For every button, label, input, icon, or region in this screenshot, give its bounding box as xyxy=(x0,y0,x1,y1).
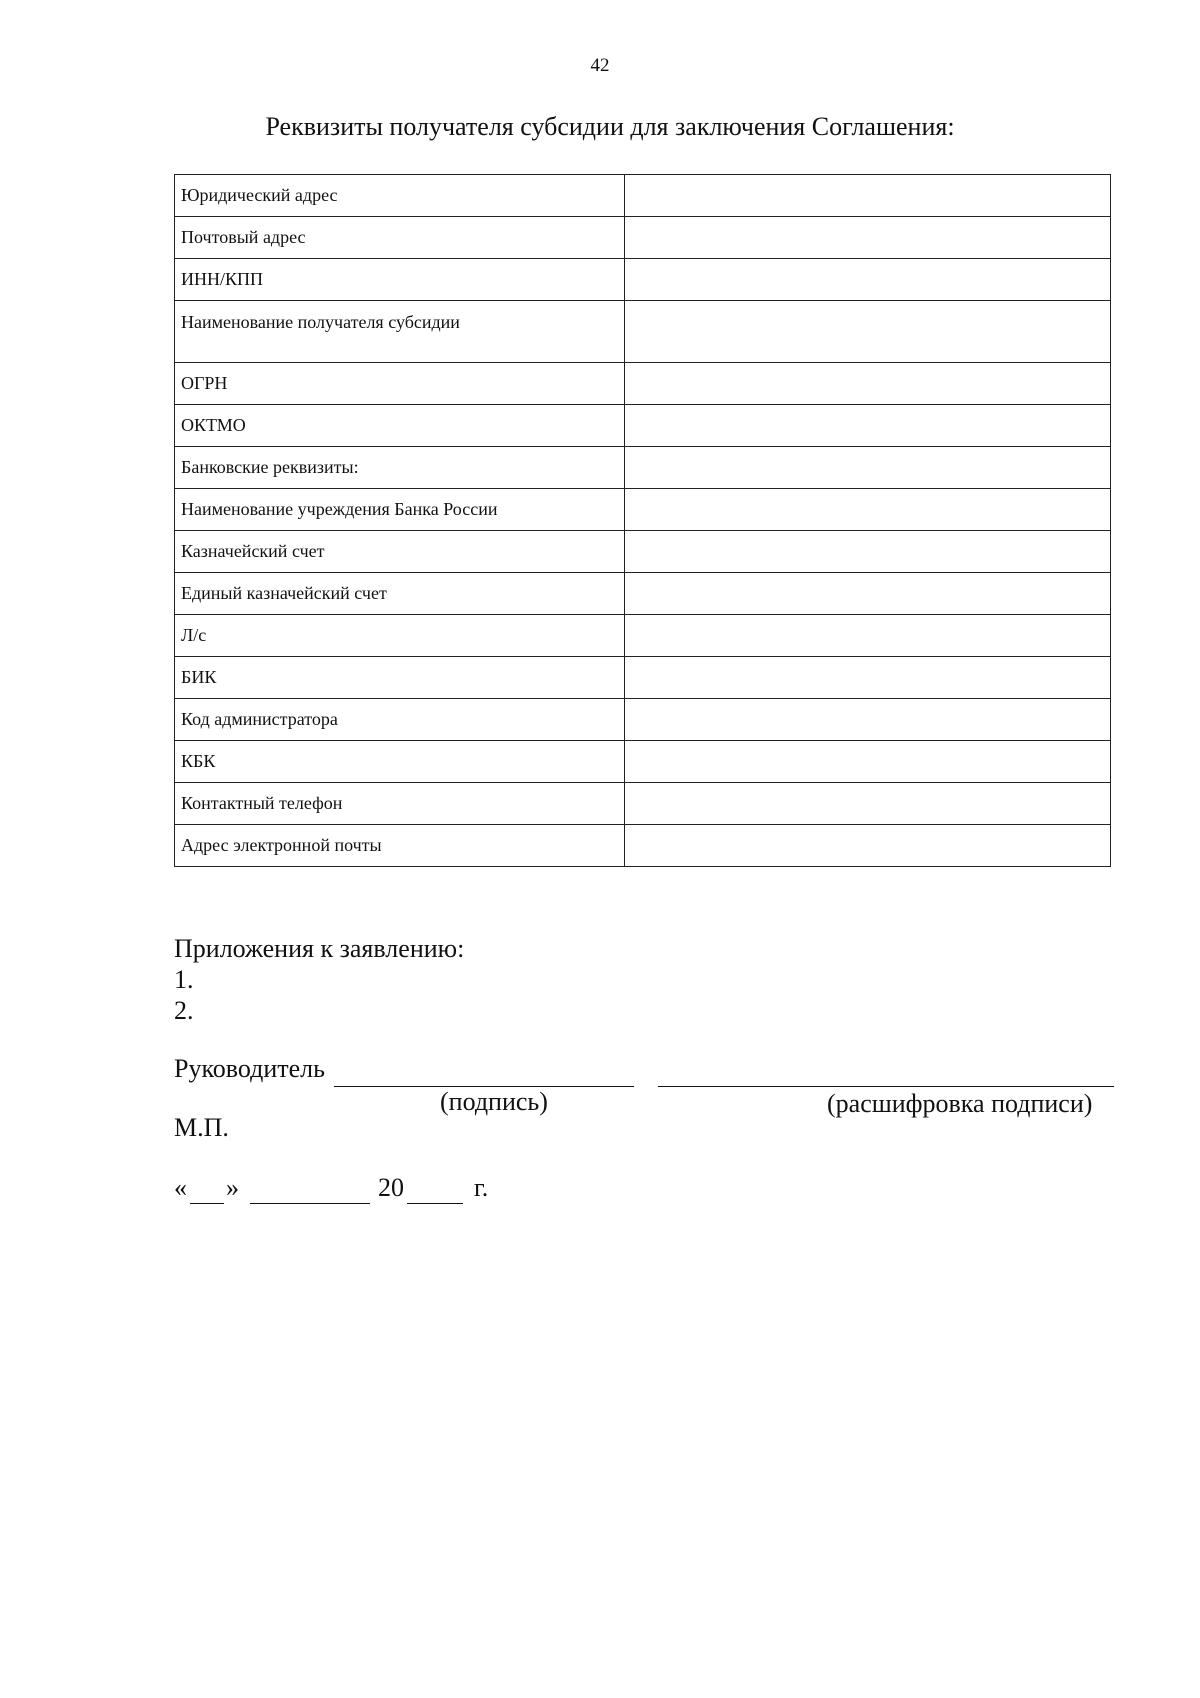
row-value[interactable] xyxy=(625,531,1111,573)
table-row xyxy=(175,301,1111,363)
row-label: Казначейский счет xyxy=(175,531,625,573)
table-row xyxy=(175,825,1111,867)
table-row xyxy=(175,217,1111,259)
date-year-line[interactable] xyxy=(407,1203,463,1204)
page-number: 42 xyxy=(590,55,610,76)
row-value[interactable] xyxy=(625,741,1111,783)
table-row xyxy=(175,615,1111,657)
row-value[interactable] xyxy=(625,217,1111,259)
row-label: Наименование учреждения Банка России xyxy=(175,489,625,531)
row-value[interactable] xyxy=(625,447,1111,489)
row-value[interactable] xyxy=(625,699,1111,741)
row-value[interactable] xyxy=(625,405,1111,447)
table-row xyxy=(175,699,1111,741)
date-year-suffix: г. xyxy=(474,1173,489,1202)
row-label: Единый казначейский счет xyxy=(175,573,625,615)
row-value[interactable] xyxy=(625,489,1111,531)
document-title: Реквизиты получателя субсидии для заключения Соглашения: xyxy=(265,112,955,141)
table-row xyxy=(175,741,1111,783)
row-value[interactable] xyxy=(625,657,1111,699)
row-label: ОГРН xyxy=(175,363,625,405)
attachment-item: 2. xyxy=(174,996,194,1025)
table-row xyxy=(175,175,1111,217)
row-value[interactable] xyxy=(625,825,1111,867)
date-open-quote: « xyxy=(174,1173,187,1202)
row-value[interactable] xyxy=(625,259,1111,301)
row-value[interactable] xyxy=(625,573,1111,615)
date-line xyxy=(174,1173,574,1209)
table-row xyxy=(175,489,1111,531)
row-label: ОКТМО xyxy=(175,405,625,447)
table-row xyxy=(175,363,1111,405)
signature-decode-hint: (расшифровка подписи) xyxy=(827,1089,1093,1118)
table-row xyxy=(175,783,1111,825)
attachment-item: 1. xyxy=(174,965,194,994)
row-label: Банковские реквизиты: xyxy=(175,447,625,489)
row-label: Л/с xyxy=(175,615,625,657)
row-value[interactable] xyxy=(625,175,1111,217)
date-year-prefix: 20 xyxy=(378,1173,404,1202)
signature-row xyxy=(174,1052,1114,1092)
row-label: КБК xyxy=(175,741,625,783)
stamp-placeholder: М.П. xyxy=(174,1113,229,1142)
row-label: Почтовый адрес xyxy=(175,217,625,259)
table-row xyxy=(175,259,1111,301)
row-label: Код администратора xyxy=(175,699,625,741)
signature-decode-line[interactable] xyxy=(658,1086,1114,1087)
row-value[interactable] xyxy=(625,783,1111,825)
date-day-line[interactable] xyxy=(190,1203,224,1204)
date-close-quote: » xyxy=(226,1173,239,1202)
signature-hint: (подпись) xyxy=(440,1087,548,1116)
table-row xyxy=(175,531,1111,573)
table-row xyxy=(175,405,1111,447)
row-label: Адрес электронной почты xyxy=(175,825,625,867)
table-row xyxy=(175,657,1111,699)
requisites-table xyxy=(174,174,1111,867)
attachments-section xyxy=(174,933,464,1026)
attachments-heading: Приложения к заявлению: xyxy=(174,934,465,963)
row-label: ИНН/КПП xyxy=(175,259,625,301)
row-value[interactable] xyxy=(625,301,1111,363)
row-value[interactable] xyxy=(625,615,1111,657)
date-month-line[interactable] xyxy=(250,1203,370,1204)
table-row xyxy=(175,573,1111,615)
row-label: Контактный телефон xyxy=(175,783,625,825)
table-row xyxy=(175,447,1111,489)
row-label: Наименование получателя субсидии xyxy=(175,301,625,363)
signature-label: Руководитель xyxy=(174,1054,325,1083)
row-value[interactable] xyxy=(625,363,1111,405)
row-label: БИК xyxy=(175,657,625,699)
row-label: Юридический адрес xyxy=(175,175,625,217)
